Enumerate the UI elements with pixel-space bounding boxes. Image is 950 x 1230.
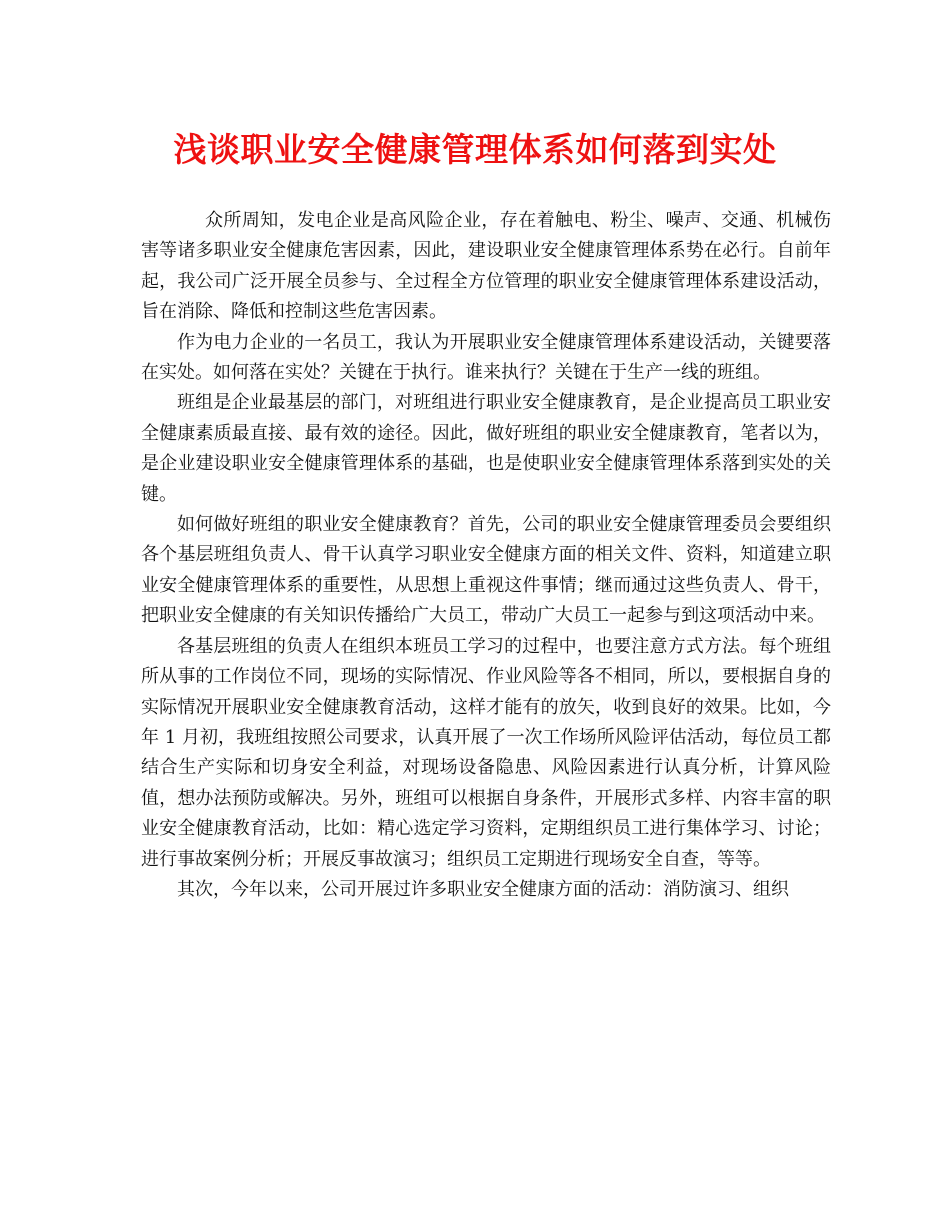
paragraph-key-point: 作为电力企业的一名员工，我认为开展职业安全健康管理体系建设活动，关键要落在实处。如何落在实处？关键在于执行。谁来执行？关键在于生产一线的班组。 xyxy=(141,331,831,384)
document-title: 浅谈职业安全健康管理体系如何落到实处 xyxy=(173,130,777,169)
paragraph-team-role: 班组是企业最基层的部门，对班组进行职业安全健康教育，是企业提高员工职业安全健康素质最直接、最有效的途径。因此，做好班组的职业安全健康教育，笔者以为，是企业建设职业安全健康管理体系的基础，也是使职业安全健康管理体系落到实处的关键。 xyxy=(141,392,831,505)
paragraph-how-to-educate: 如何做好班组的职业安全健康教育？首先，公司的职业安全健康管理委员会要组织各个基层班组负责人、骨干认真学习职业安全健康方面的相关文件、资料，知道建立职业安全健康管理体系的重要性，从思想上重视这件事情；继而通过这些负责人、骨干，把职业安全健康的有关知识传播给广大员工，带动广大员工一起参与到这项活动中来。 xyxy=(141,514,831,627)
paragraph-secondly: 其次，今年以来，公司开展过许多职业安全健康方面的活动：消防演习、组织 xyxy=(177,878,789,900)
paragraph-intro: 众所周知，发电企业是高风险企业，存在着触电、粉尘、噪声、交通、机械伤害等诸多职业安全健康危害因素，因此，建设职业安全健康管理体系势在必行。自前年起，我公司广泛开展全员参与、全过程全方位管理的职业安全健康管理体系建设活动，旨在消除、降低和控制这些危害因素。 xyxy=(141,210,831,323)
paragraph-methods: 各基层班组的负责人在组织本班员工学习的过程中，也要注意方式方法。每个班组所从事的工作岗位不同，现场的实际情况、作业风险等各不相同，所以，要根据自身的实际情况开展职业安全健康教育活动，这样才能有的放矢，收到良好的效果。比如，今年 1 月初，我班组按照公司要求，认真开展了一次工作场所风险评估活动，每位员工都结合生产实际和切身安全利益，对现场设备隐患、风险因素进行认真分析，计算风险值，想办法预防或解决。另外，班组可以根据自身条件，开展形式多样、内容丰富的职业安全健康教育活动，比如：精心选定学习资料，定期组织员工进行集体学习、讨论；进行事故案例分析；开展反事故演习；组织员工定期进行现场安全自查，等等。 xyxy=(141,635,831,870)
document-body xyxy=(141,206,831,905)
